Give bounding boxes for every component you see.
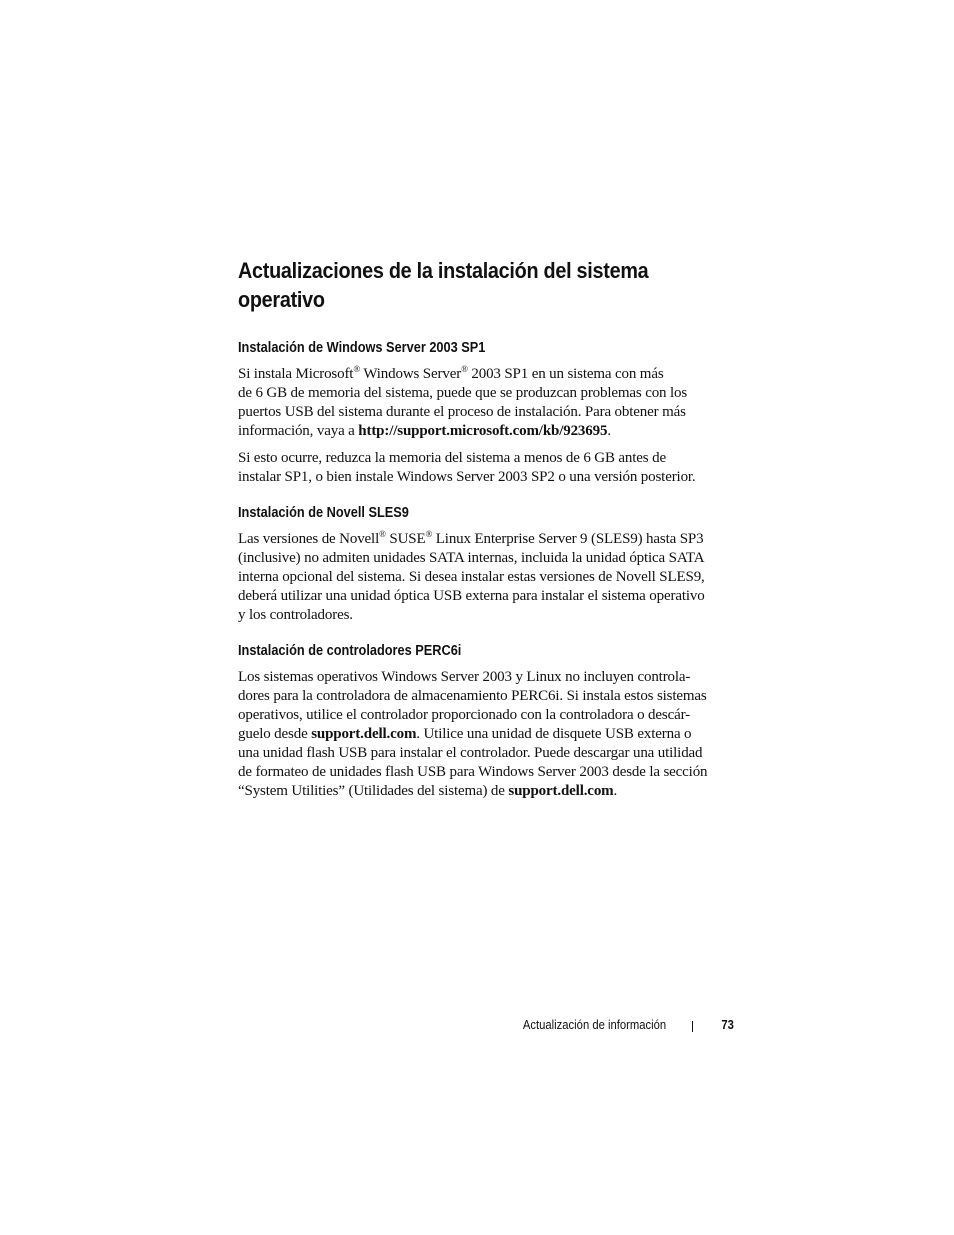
registered-mark: ®	[425, 529, 433, 539]
registered-mark: ®	[353, 364, 361, 374]
page-content	[238, 256, 738, 801]
text-line: Las versiones de Novell® SUSE® Linux Enterprise Server 9 (SLES9) hasta SP3	[238, 529, 704, 547]
footer-separator	[692, 1021, 693, 1032]
dell-support-link[interactable]: support.dell.com	[311, 726, 417, 742]
text-line: Si esto ocurre, reduzca la memoria del sistema a menos de 6 GB antes de	[238, 450, 666, 466]
text-line: (inclusive) no admiten unidades SATA internas, incluida la unidad óptica SATA	[238, 550, 705, 566]
page-title	[238, 256, 742, 314]
section-heading-windows-sp1: Instalación de Windows Server 2003 SP1	[238, 340, 486, 356]
text-line: dores para la controladora de almacenamiento PERC6i. Si instala estos sistemas	[238, 688, 707, 704]
paragraph-perc6i	[238, 668, 738, 801]
section-heading-perc6i: Instalación de controladores PERC6i	[238, 643, 462, 659]
footer-section-label: Actualización de información	[522, 1018, 666, 1032]
page-title-line-2: operativo	[238, 287, 325, 312]
text-line: información, vaya a http://support.microsoft.com/kb/923695.	[238, 423, 611, 439]
text-line: guelo desde support.dell.com. Utilice una unidad de disquete USB externa o	[238, 726, 692, 742]
page-footer	[480, 1016, 734, 1036]
dell-support-link[interactable]: support.dell.com	[508, 783, 614, 799]
text-line: puertos USB del sistema durante el proceso de instalación. Para obtener más	[238, 404, 686, 420]
registered-mark: ®	[379, 529, 386, 539]
paragraph-windows-sp1-issue	[238, 365, 738, 441]
text-line: “System Utilities” (Utilidades del sistema) de support.dell.com.	[238, 783, 618, 799]
text-line: de formateo de unidades flash USB para Windows Server 2003 desde la sección	[238, 764, 708, 780]
registered-mark: ®	[461, 364, 468, 374]
text-line: Los sistemas operativos Windows Server 2003 y Linux no incluyen controla-	[238, 669, 691, 685]
paragraph-novell-sles9	[238, 530, 738, 625]
text-line: operativos, utilice el controlador proporcionado con la controladora o descár-	[238, 707, 690, 723]
text-line: una unidad flash USB para instalar el controlador. Puede descargar una utilidad	[238, 745, 703, 761]
page-number: 73	[721, 1018, 734, 1032]
text-line: de 6 GB de memoria del sistema, puede que se produzcan problemas con los	[238, 385, 688, 401]
text-line: instalar SP1, o bien instale Windows Server 2003 SP2 o una versión posterior.	[238, 469, 696, 485]
text-line: y los controladores.	[238, 607, 353, 623]
text-line: interna opcional del sistema. Si desea instalar estas versiones de Novell SLES9,	[238, 569, 705, 585]
text-line: Si instala Microsoft® Windows Server® 2003 SP1 en un sistema con más	[238, 364, 664, 382]
page-title-line-1: Actualizaciones de la instalación del sistema	[238, 258, 649, 283]
section-heading-novell-sles9: Instalación de Novell SLES9	[238, 505, 409, 521]
paragraph-windows-sp1-workaround	[238, 449, 738, 487]
text-line: deberá utilizar una unidad óptica USB externa para instalar el sistema operativo	[238, 588, 705, 604]
microsoft-kb-link[interactable]: http://support.microsoft.com/kb/923695	[358, 423, 608, 439]
